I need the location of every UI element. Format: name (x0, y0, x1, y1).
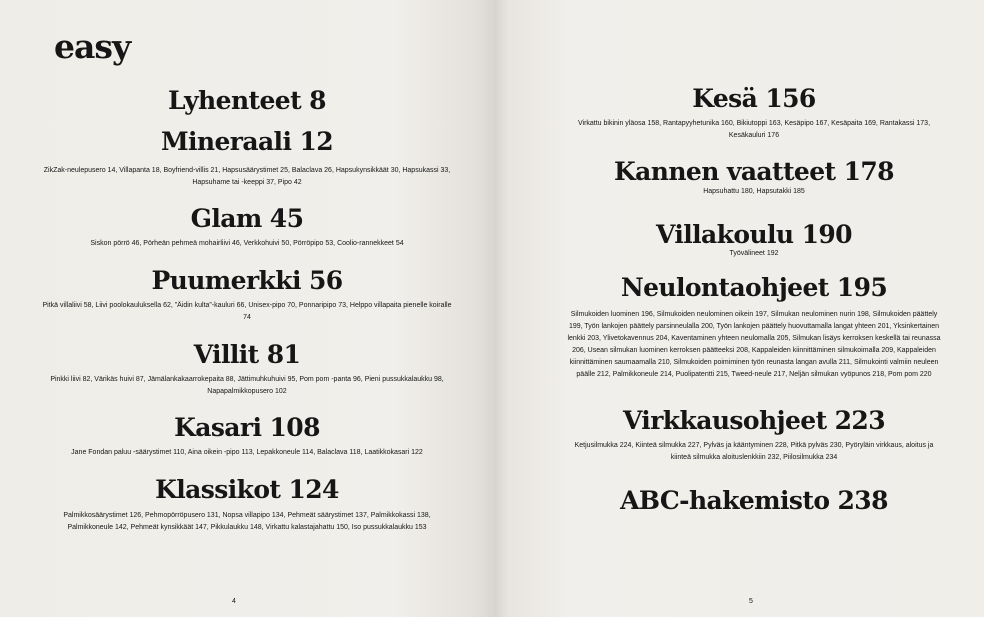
right-page (494, 0, 984, 617)
logo: easy (54, 27, 131, 66)
section-items: Siskon pörrö 46, Pörheän pehmeä mohairliivi 46, Verkkohuivi 50, Pörröpipo 53, Coolio-rannekkeet 54 (90, 240, 404, 247)
section-items: Työvälineet 192 (729, 250, 779, 257)
section-title: Klassikot 124 (155, 475, 339, 504)
section-title: Villakoulu 190 (656, 220, 852, 249)
section-title: Virkkausohjeet 223 (622, 406, 886, 435)
section-items: ZikZak-neulepusero 14, Villapanta 18, Boyfriend-villis 21, Hapsusäärystimet 25, Balaclava 26, Hapsukynsikkäät 30, Hapsukassi 33, Hapsuhame tai -keeppi 37, Pipo 42 (43, 167, 451, 186)
section-title: Neulontaohjeet 195 (620, 273, 888, 302)
section-title: Kesä 156 (692, 84, 816, 113)
section-items: Palmikkosäärystimet 126, Pehmopörröpusero 131, Nopsa villapipo 134, Pehmeät säärystimet 137, Palmikkokassi 138, Palmikkoneule 142, Pehmeät kynsikkäät 147, Pikkulaukku 148, Virkattu kalastajahattu 150, Iso pussukkalaukku 153 (63, 512, 431, 531)
section-title: Puumerkki 56 (151, 266, 343, 295)
section-items: Hapsuhattu 180, Hapsutakki 185 (703, 188, 805, 195)
section-items: Pitkä villaliivi 58, Liivi poolokauluksella 62, ”Äidin kulta”-kauluri 66, Unisex-pipo 70, Ponnaripipo 73, Helppo villapaita pienelle koiralle 74 (42, 302, 452, 321)
section-items: Jane Fondan paluu -säärystimet 110, Aina oikein -pipo 113, Lepakkoneule 114, Balaclava 118, Laatikkokasari 122 (71, 449, 423, 456)
section-title: ABC-hakemisto 238 (620, 486, 888, 515)
section-items: Ketjusilmukka 224, Kiinteä silmukka 227, Pylväs ja kääntyminen 228, Pitkä pylväs 230, Pyöryläin virkkaus, aloitus ja kiinteä silmukka aloituslenkkiin 232, Piilosilmukka 234 (574, 442, 934, 461)
section-title: Mineraali 12 (160, 127, 334, 156)
section-items: Virkattu bikinin yläosa 158, Rantapyyhetunika 160, Bikiutoppi 163, Kesäpipo 167, Kesäpaita 169, Rantakassi 173, Kesäkauluri 176 (577, 120, 931, 139)
page-number: 5 (749, 598, 753, 605)
section-title: Kannen vaatteet 178 (614, 157, 894, 186)
page-number: 4 (232, 598, 236, 605)
section-items: Silmukoiden luominen 196, Silmukoiden neulominen oikein 197, Silmukan neulominen nurin 198, Silmukoiden päättely 199, Työn lankojen päättely parsinneulalla 200, Työn lankojen päättely huovuttamalla langat yhteen 201, Yksinkertainen lenkki 203, Ylivetokavennus 204, Kaventaminen yhteen neulomalla 205, Silmukan lisäys kerroksen keskellä tai reunassa 206, Usean silmukan luominen kerroksen päätteeksi 208, Kappaleiden kiinnittäminen silmukoimalla 209, Kappaleiden kiinnittäminen saumaamalla 210, Silmukoiden poimiminen työn reunasta langan avulla 211, Silmukointi valmiin neuleen päälle 212, Palmikkoneule 214, Puolipatentti 215, Tweed-neule 217, Neljän silmukan vyöpunos 218, Pom pom 220 (567, 311, 941, 378)
section-title: Lyhenteet 8 (168, 86, 326, 115)
section-items: Pinkki liivi 82, Värikäs huivi 87, Jämälankakaarrokepaita 88, Jättimuhkuhuivi 95, Pom pom -panta 96, Pieni pussukkalaukku 98, Napapalmikkopusero 102 (50, 376, 444, 395)
section-title: Villit 81 (193, 340, 301, 369)
section-title: Glam 45 (190, 204, 304, 233)
section-title: Kasari 108 (174, 413, 320, 442)
